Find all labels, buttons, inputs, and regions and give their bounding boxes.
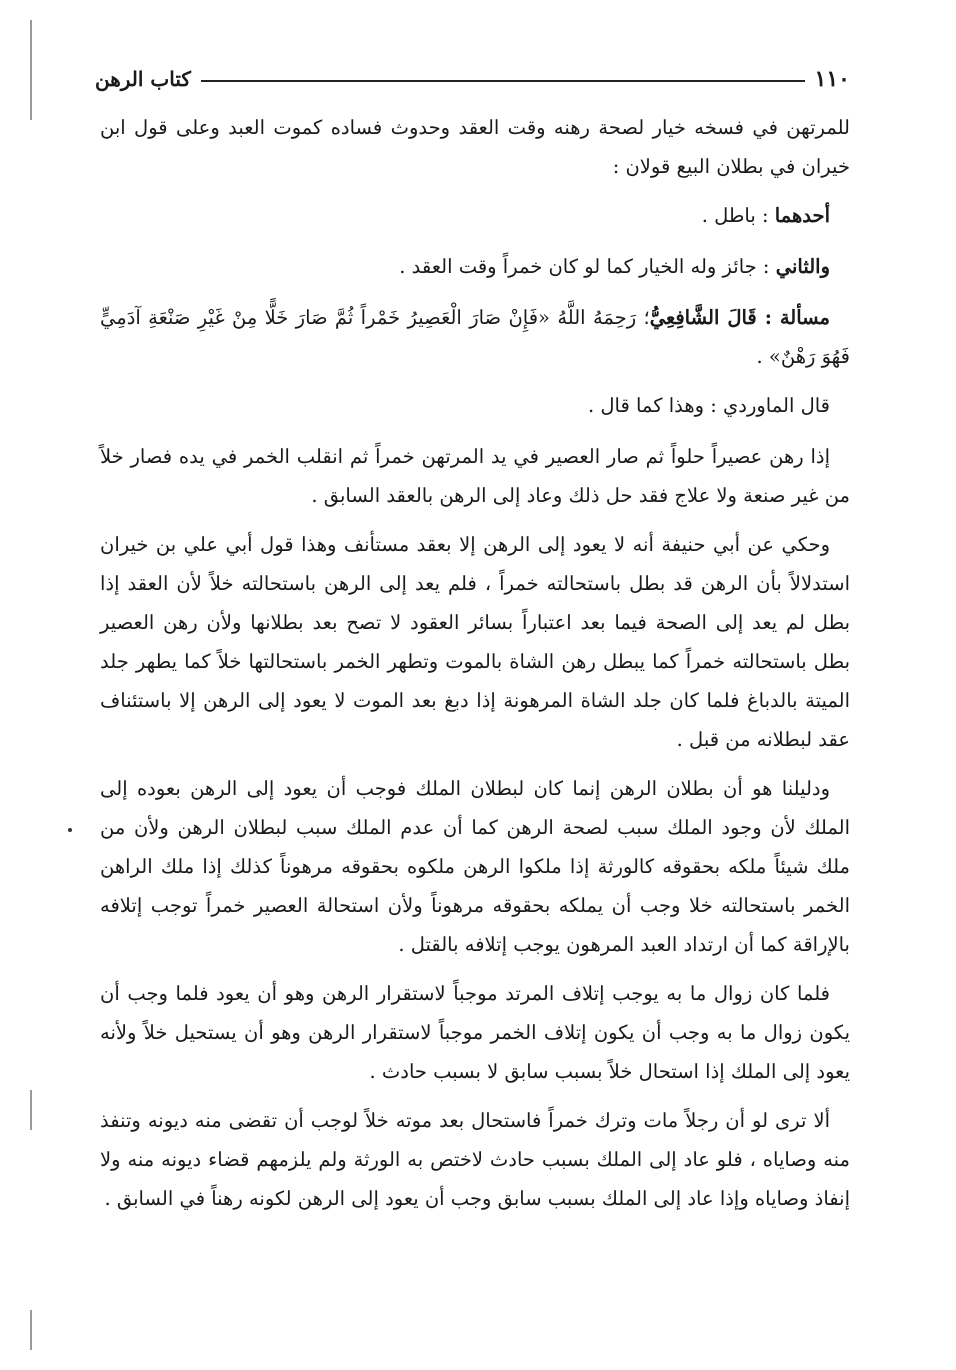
paragraph (100, 196, 850, 235)
paragraph-lead: والثاني (775, 255, 830, 278)
paragraph-text: ؛ رَحِمَهُ اللَّهُ «فَإِنْ صَارَ الْعَصِيرُ خَمْراً ثُمَّ صَارَ خَلًّا مِنْ غَيْرِ صَنْعَةِ آدَمِيٍّ فَهُوَ رَهْنٌ» . (100, 306, 850, 368)
paragraph (100, 1101, 850, 1218)
scan-edge-mark (30, 1310, 32, 1350)
paragraph-text: : باطل . (701, 204, 769, 227)
page-body (100, 108, 850, 1228)
paragraph (100, 298, 850, 376)
scan-edge-mark (30, 20, 32, 120)
page-header (95, 62, 850, 96)
paragraph (100, 974, 850, 1091)
paragraph-text: فلما كان زوال ما به يوجب إتلاف المرتد موجباً لاستقرار الرهن وهو أن يعود فلما وجب أن يكون زوال ما به وجب أن يكون إتلاف الخمر موجباً لاستقرار الرهن وهو أن يستحيل خلاً ولأنه يعود إلى الملك إذا استحال خلاً بسبب سابق لا بسبب حادث . (100, 982, 850, 1083)
paragraph-text: للمرتهن في فسخه خيار لصحة رهنه وقت العقد وحدوث فساده كموت العبد وعلى قول ابن خيران في بطلان البيع قولان : (100, 116, 850, 178)
header-rule (201, 80, 805, 82)
paragraph-text: : جائز وله الخيار كما لو كان خمراً وقت العقد . (399, 255, 770, 278)
paragraph-text: إذا رهن عصيراً حلواً ثم صار العصير في يد المرتهن خمراً ثم انقلب الخمر في يده فصار خلاً من غير صنعة ولا علاج فقد حل ذلك وعاد إلى الرهن بالعقد السابق . (100, 445, 850, 507)
paragraph-text: وحكي عن أبي حنيفة أنه لا يعود إلى الرهن إلا بعقد مستأنف وهذا قول أبي علي بن خيران استدلالاً بأن الرهن قد بطل باستحالته خمراً ، فلم يعد إلى الرهن باستحالته خلاً لأن العقد إذا بطل لم يعد إلى الصحة فيما بعد اعتباراً بسائر العقود لا تصح بعد بطلانها ولأن رهن العصير بطل باستحالته خمراً كما يبطل رهن الشاة بالموت وتطهر الخمر باستحالتها خلاً كما يطهر جلد الميتة بالدباغ فلما كان جلد الشاة المرهونة إذا دبغ بعد الموت لا يعود إلى الرهن إلا باستئناف عقد لبطلانه من قبل . (100, 533, 850, 751)
paragraph-text: ودليلنا هو أن بطلان الرهن إنما كان لبطلان الملك فوجب أن يعود إلى الرهن بعوده إلى الملك لأن وجود الملك سبب لصحة الرهن كما أن عدم الملك سبب لبطلان الرهن ولأن من ملك شيئاً ملكه بحقوقه كالورثة إذا ملكوا الرهن ملكوه بحقوقه مرهوناً كذلك إذا ملك الراهن الخمر باستحالته خلا وجب أن يملكه بحقوقه مرهوناً ولأن استحالة العصير خمراً توجب إتلافه بالإراقة كما أن ارتداد العبد المرهون يوجب إتلافه بالقتل . (100, 777, 850, 956)
paragraph (100, 769, 850, 964)
paragraph (100, 247, 850, 286)
paragraph-text: ألا ترى لو أن رجلاً مات وترك خمراً فاستحال بعد موته خلاً لوجب أن تقضى منه ديونه وتنفذ منه وصاياه ، فلو عاد إلى الملك بسبب حادث لاختص به الورثة ولم يلزمهم قضاء ديونه منه ولا إنفاذ وصاياه وإذا عاد إلى الملك بسبب سابق وجب أن يعود إلى الرهن لكونه رهناً في السابق . (100, 1109, 850, 1210)
page-number: ١١٠ (814, 66, 850, 92)
paragraph-lead: أحدهما (774, 204, 830, 227)
paragraph (100, 437, 850, 515)
scan-edge-mark (30, 1090, 32, 1130)
paragraph (100, 525, 850, 759)
paragraph-text: قال الماوردي : وهذا كما قال . (587, 394, 830, 417)
running-title: كتاب الرهن (95, 67, 191, 91)
paragraph (100, 108, 850, 186)
scan-speck (68, 828, 72, 832)
paragraph-lead: مسألة : قَالَ الشَّافِعِيُّ (649, 306, 831, 329)
paragraph (100, 386, 850, 425)
